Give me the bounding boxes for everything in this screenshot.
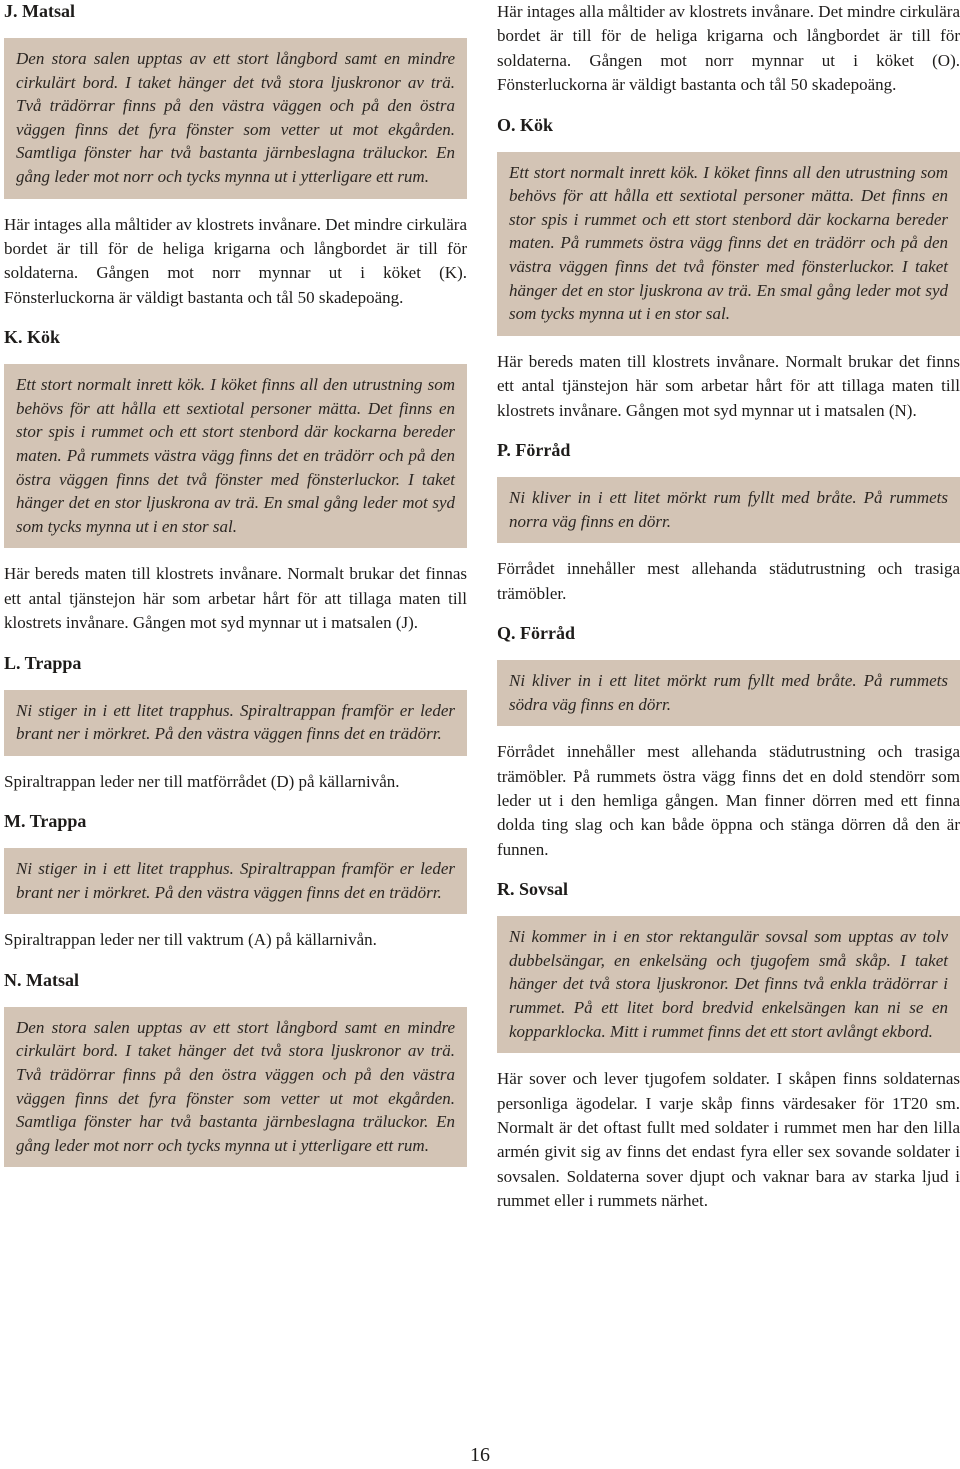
description-box-m: Ni stiger in i ett litet trapphus. Spiraltrappan framför er leder brant ner i mörkret. På den västra väggen finns det en trädörr.	[4, 848, 467, 914]
right-column	[497, 0, 960, 1230]
section-heading-j: J. Matsal	[4, 1, 75, 21]
section-text-q: Förrådet innehåller mest allehanda städutrustning och trasiga trämöbler. På rummets östra vägg finns det en dold stendörr som leder ut i den hemliga gången. Man finner dörren med ett finna dolda ting slag och kan både öppna och stänga dörren då den är funnen.	[497, 742, 960, 859]
section-text-r: Här sover och lever tjugofem soldater. I skåpen finns soldaternas personliga ägodelar. I varje skåp finns värdesaker för 1T20 sm. Normalt är det oftast fullt med soldater i rummet men har den lilla armén givit sig av finns det endast fyra eller sex sovande soldater i sovsalen. Soldaterna sover djupt och vaknar bara av starka ljud i rummet eller i rummets närhet.	[497, 1069, 960, 1211]
left-column	[4, 0, 467, 1181]
section-text-j: Här intages alla måltider av klostrets invånare. Det mindre cirkulära bordet är till för de heliga krigarna och långbordet är till för soldaterna. Gången mot norr mynnar ut i köket (K). Fönsterluckorna är väldigt bastanta och tål 50 skadepoäng.	[4, 214, 467, 307]
section-text-m: Spiraltrappan leder ner till vaktrum (A) på källarnivån.	[4, 930, 377, 950]
section-text-k: Här bereds maten till klostrets invånare. Normalt brukar det finnas ett antal tjänstejon här som arbetar hårt för att tillaga maten till klostrets invånare. Gången mot syd mynnar ut i matsalen (J).	[4, 564, 467, 633]
section-heading-m: M. Trappa	[4, 811, 87, 832]
page-number: 16	[470, 1444, 490, 1466]
description-box-o: Ett stort normalt inrett kök. I köket finns all den utrustning som behövs för att hålla ett sextiotal personer mätta. Det finns en stor spis i rummet och ett stort stenbord där kockarna bereder maten. På rummets östra vägg finns det en trädörr och på den västra väggen finns det två fönster med fönsterluckor. I taket hänger det en stor ljuskrona av trä. En smal gång leder mot syd som tycks mynna ut i en stor sal.	[497, 152, 960, 336]
description-box-n: Den stora salen upptas av ett stort långbord samt en mindre cirkulärt bord. I taket hänger det två stora ljuskronor av trä. Två trädörrar finns på den östra väggen och på den västra väggen finns det fyra fönster som vetter ut mot ekgården. Samtliga fönster har två bastanta järnbeslagna träluckor. En gång leder mot norr och tycks mynna ut i ytterligare ett rum.	[4, 1007, 467, 1168]
section-heading-p: P. Förråd	[497, 440, 571, 460]
description-box-k: Ett stort normalt inrett kök. I köket finns all den utrustning som behövs för att hålla ett sextiotal personer mätta. Det finns en stor spis i rummet och ett stort stenbord där kockarna bereder maten. På rummets västra vägg finns det en trädörr och på den östra väggen finns det två fönster med fönsterluckor. I taket hänger det en stor ljuskrona av trä. En smal gång leder mot syd som tycks mynna ut i en stor sal.	[4, 364, 467, 548]
section-text-n-continued: Här intages alla måltider av klostrets invånare. Det mindre cirkulära bordet är till för de heliga krigarna och långbordet är till för soldaterna. Gången mot norr mynnar ut i köket (O). Fönsterluckorna är väldigt bastanta och tål 50 skadepoäng.	[497, 2, 960, 95]
section-heading-n: N. Matsal	[4, 969, 79, 990]
section-heading-o: O. Kök	[497, 114, 554, 135]
description-box-p: Ni kliver in i ett litet mörkt rum fyllt med bråte. På rummets norra väg finns en dörr.	[497, 477, 960, 543]
section-text-l: Spiraltrappan leder ner till matförrådet (D) på källarnivån.	[4, 771, 400, 791]
description-box-r: Ni kommer in i en stor rektangulär sovsal som upptas av tolv dubbelsängar, en enkelsäng och tjugofem små skåp. I taket hänger det två stora ljuskronor. Det finns två enkla trädörrar i rummet. På ett litet bord bredvid enkelsängen kan ni se en kopparklocka. Mitt i rummet finns det ett stort avlångt ekbord.	[497, 916, 960, 1053]
section-heading-r: R. Sovsal	[497, 879, 569, 900]
section-text-o: Här bereds maten till klostrets invånare. Normalt brukar det finns ett antal tjänstejon här som arbetar hårt för att tillaga maten till klostrets invånare. Gången mot syd mynnar ut i matsalen (N).	[497, 351, 960, 420]
description-box-j: Den stora salen upptas av ett stort långbord samt en mindre cirkulärt bord. I taket hänger det två stora ljuskronor av trä. Två trädörrar finns på den västra väggen och på den östra väggen finns det fyra fönster som vetter ut mot ekgården. Samtliga fönster har två bastanta järnbeslagna träluckor. En gång leder mot norr och tycks mynna ut i ytterligare ett rum.	[4, 38, 467, 199]
section-heading-q: Q. Förråd	[497, 623, 575, 643]
section-text-p: Förrådet innehåller mest allehanda städutrustning och trasiga trämöbler.	[497, 559, 960, 603]
description-box-l: Ni stiger in i ett litet trapphus. Spiraltrappan framför er leder brant ner i mörkret. På den västra väggen finns det en trädörr.	[4, 690, 467, 756]
section-heading-l: L. Trappa	[4, 652, 82, 673]
description-box-q: Ni kliver in i ett litet mörkt rum fyllt med bråte. På rummets södra väg finns en dörr.	[497, 660, 960, 726]
section-heading-k: K. Kök	[4, 327, 61, 348]
